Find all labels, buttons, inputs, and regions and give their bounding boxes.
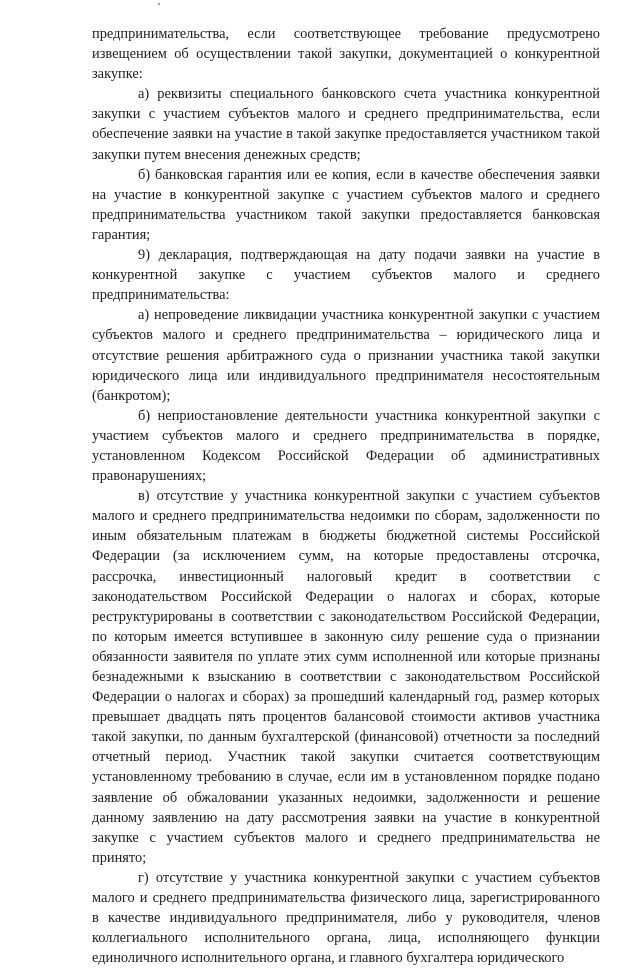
document-page [92,24,600,968]
paragraph-item-9: 9) декларация, подтверждающая на дату подачи заявки на участие в конкурентной закупке с участием субъектов малого и среднего предпринимательства: [92,247,600,304]
paragraph-item-9g: г) отсутствие у участника конкурентной закупки с участием субъектов малого и среднего предпринимательства физического лица, зарегистрированного в качестве индивидуального предпринимателя, либо у руководителя, членов коллегиального исполнительного органа, лица, исполняющего функции единоличного исполнительного органа, и главного бухгалтера юридического [92,869,600,967]
paragraph-continuation: предпринимательства, если соответствующее требование предусмотрено извещением об осуществлении такой закупки, документацией о конкурентной закупке: [92,26,600,83]
paragraph-item-8a: а) реквизиты специального банковского счета участника конкурентной закупки с участием субъектов малого и среднего предпринимательства, если обеспечение заявки на участие в такой закупке предоставляется участником такой закупки путем внесения денежных средств; [92,86,600,163]
paragraph-item-9a: а) непроведение ликвидации участника конкурентной закупки с участием субъектов малого и среднего предпринимательства – юридического лица и отсутствие решения арбитражного суда о признании участника такой закупки юридического лица или индивидуального предпринимателя несостоятельным (банкротом); [92,307,600,404]
paragraph-item-8b: б) банковская гарантия или ее копия, если в качестве обеспечения заявки на участие в конкурентной закупке с участием субъектов малого и среднего предпринимательства участником такой закупки предоставляется банковская гарантия; [92,166,600,243]
paragraph-item-9b: б) неприостановление деятельности участника конкурентной закупки с участием субъектов малого и среднего предпринимательства в порядке, установленном Кодексом Российской Федерации об административных правонарушениях; [92,407,600,485]
paragraph-item-9v: в) отсутствие у участника конкурентной закупки с участием субъектов малого и среднего предпринимательства недоимки по сборам, задолженности по иным обязательным платежам в бюджеты бюджетной системы Российской Федерации (за исключением сумм, на которые предоставлены отсрочка, рассрочка, инвестиционный налоговый кредит в соответствии с законодательством Российской Федерации о налогах и сборах, которые реструктурированы в соответствии с законодательством Российской Федерации, по которым имеется вступившее в законную силу решение суда о признании обязанности заявителя по уплате этих сумм исполненной или которые признаны безнадежными к взысканию в соответствии с законодательством Российской Федерации о налогах и сборах) за прошедший календарный год, размер которых превышает двадцать пять процентов балансовой стоимости активов участника такой закупки, по данным бухгалтерской (финансовой) отчетности за последний отчетный период. Участник такой закупки считается соответствующим установленному требованию в случае, если им в установленном порядке подано заявление об обжаловании указанных недоимки, задолженности и решение данному заявлению на дату рассмотрения заявки на участие в конкурентной закупке с участием субъектов малого и среднего предпринимательства не принято; [92,488,600,866]
scan-speck [158,3,160,5]
